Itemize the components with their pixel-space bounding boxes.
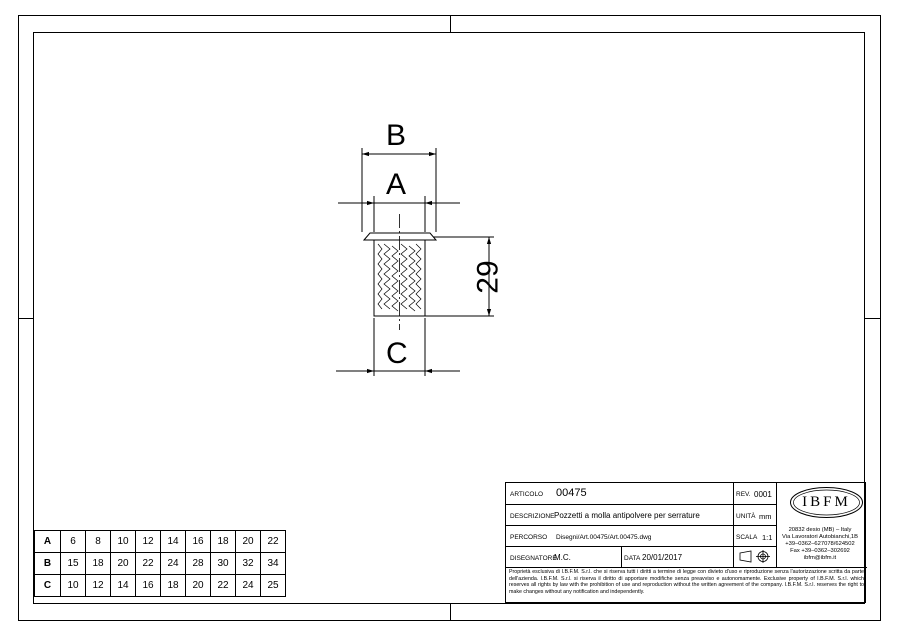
descrizione-value: Pozzetti a molla antipolvere per serrature — [554, 511, 700, 520]
size-cell: 24 — [236, 575, 261, 597]
articolo-label: ARTICOLO — [510, 491, 544, 498]
size-table-row — [35, 553, 286, 575]
size-row-label: C — [35, 575, 61, 597]
size-cell: 34 — [261, 553, 286, 575]
size-cell: 24 — [161, 553, 186, 575]
size-cell: 20 — [111, 553, 136, 575]
descrizione-label: DESCRIZIONE — [510, 513, 555, 520]
unita-value: mm — [759, 512, 772, 521]
disegnatore-value: M.C. — [554, 553, 571, 562]
size-cell: 12 — [136, 531, 161, 553]
scala-label: SCALA — [736, 534, 758, 541]
rev-value: 0001 — [754, 490, 772, 499]
size-cell: 30 — [211, 553, 236, 575]
size-cell: 8 — [86, 531, 111, 553]
dim-c-label: C — [386, 337, 408, 370]
size-cell: 22 — [136, 553, 161, 575]
dim-b-label: B — [386, 119, 407, 152]
percorso-label: PERCORSO — [510, 534, 548, 541]
size-cell: 28 — [186, 553, 211, 575]
size-cell: 22 — [211, 575, 236, 597]
size-cell: 15 — [61, 553, 86, 575]
part-flange — [364, 233, 436, 240]
address-line: Fax +39–0362–302692 — [790, 548, 850, 554]
size-table-row — [35, 531, 286, 553]
size-cell: 20 — [236, 531, 261, 553]
scala-value: 1:1 — [762, 533, 773, 542]
unita-label: UNITÀ — [736, 513, 756, 520]
address-line: ibfm@ibfm.it — [803, 555, 837, 561]
size-cell: 10 — [61, 575, 86, 597]
ibfm-logo — [789, 486, 864, 519]
size-row-label: A — [35, 531, 61, 553]
size-cell: 16 — [136, 575, 161, 597]
size-cell: 10 — [111, 531, 136, 553]
size-cell: 20 — [186, 575, 211, 597]
size-row-label: B — [35, 553, 61, 575]
size-table — [34, 530, 286, 597]
size-cell: 18 — [211, 531, 236, 553]
size-cell: 22 — [261, 531, 286, 553]
size-cell: 12 — [86, 575, 111, 597]
dim-a-label: A — [386, 168, 407, 201]
size-table-row — [35, 575, 286, 597]
size-cell: 25 — [261, 575, 286, 597]
size-cell: 16 — [186, 531, 211, 553]
size-cell: 14 — [111, 575, 136, 597]
address-line: Via Lavoratori Autobianchi,1B — [782, 534, 858, 540]
projection-symbol-icon — [738, 549, 772, 564]
data-value: 20/01/2017 — [642, 553, 683, 562]
size-cell: 18 — [86, 553, 111, 575]
articolo-value: 00475 — [556, 487, 587, 499]
size-cell: 32 — [236, 553, 261, 575]
logo-text: IBFM — [802, 494, 851, 510]
rev-label: REV. — [736, 491, 751, 498]
size-cell: 18 — [161, 575, 186, 597]
percorso-value: Disegni/Art.00475/Art.00475.dwg — [556, 534, 652, 541]
size-cell: 14 — [161, 531, 186, 553]
disegnatore-label: DISEGNATORE — [510, 555, 557, 562]
address-line: +39–0362–627078/624502 — [785, 541, 855, 547]
data-label: DATA — [624, 555, 641, 562]
company-address — [774, 527, 866, 562]
dim-height-label: 29 — [471, 260, 505, 294]
size-cell: 6 — [61, 531, 86, 553]
property-notice: Proprietà esclusiva di I.B.F.M. S.r.l. che si riserva tutti i diritti a termine di legge con divieto d'uso e riproduzione senza l'autorizzazione scritta da parte dell'azienda. I.B.F.M. S.r.l. si riserva il diritto di apportare modifiche senza preavviso e autonomamente. Exclusive property of I.B.F.M. S.r.l. which reserves all rights by law with the prohibition of use and reproduction without the written agreement of the company. I.B.F.M. S.r.l. reserves the right to make changes without any notification and independently. — [509, 569, 864, 595]
address-line: 20832 desio (MB) – Italy — [788, 527, 852, 533]
title-block — [505, 482, 866, 603]
